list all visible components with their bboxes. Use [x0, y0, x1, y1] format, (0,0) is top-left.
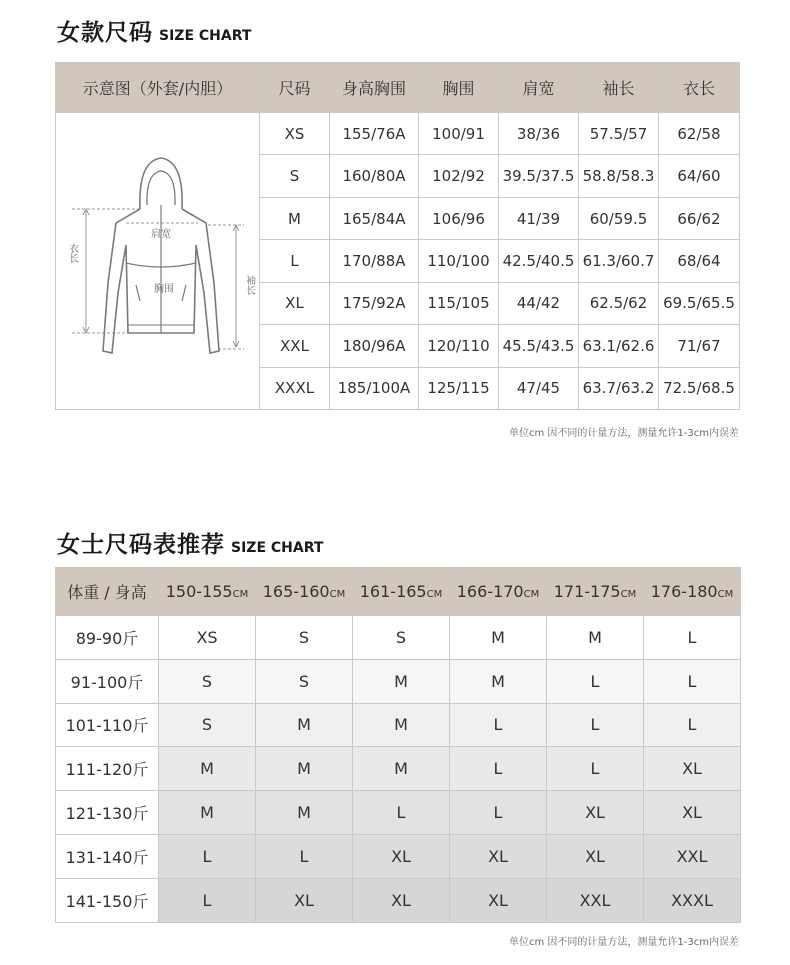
table-row — [56, 834, 741, 878]
size-cell: XL — [353, 878, 450, 922]
table-cell: XS — [260, 113, 330, 155]
table-cell: 175/92A — [330, 282, 419, 324]
table-cell: XXL — [260, 325, 330, 367]
table-row — [56, 113, 740, 155]
table-row — [56, 616, 741, 660]
table-cell: 38/36 — [499, 113, 579, 155]
table-cell: 120/110 — [419, 325, 499, 367]
header-cell: 衣长 — [659, 63, 740, 113]
size-cell: XL — [353, 834, 450, 878]
header-cell: 胸围 — [419, 63, 499, 113]
size-cell: M — [547, 616, 644, 660]
table-cell: 58.8/58.3 — [579, 155, 659, 197]
table-cell: 57.5/57 — [579, 113, 659, 155]
table-cell: 155/76A — [330, 113, 419, 155]
table-cell: 102/92 — [419, 155, 499, 197]
table-cell: M — [260, 197, 330, 239]
recommend-chart-title — [57, 526, 323, 559]
size-cell: L — [256, 834, 353, 878]
size-cell: XL — [450, 834, 547, 878]
table-cell: 39.5/37.5 — [499, 155, 579, 197]
recommend-chart-title-cn: 女士尺码表推荐 — [57, 532, 225, 558]
height-header-cell — [353, 568, 450, 616]
table-cell: L — [260, 240, 330, 282]
size-cell: L — [547, 747, 644, 791]
height-header-cell — [450, 568, 547, 616]
size-cell: XXL — [644, 834, 741, 878]
size-chart-table — [55, 62, 740, 410]
weight-cell: 111-120斤 — [56, 747, 159, 791]
size-cell: M — [353, 659, 450, 703]
size-cell: XS — [159, 616, 256, 660]
table-row — [56, 791, 741, 835]
table-row — [56, 703, 741, 747]
size-cell: M — [256, 703, 353, 747]
table-cell: 68/64 — [659, 240, 740, 282]
measurement-note: 单位cm 因不同的计量方法，测量允许1-3cm内误差 — [509, 428, 739, 439]
weight-cell: 101-110斤 — [56, 703, 159, 747]
recommend-chart-table — [55, 567, 741, 923]
size-cell: L — [450, 747, 547, 791]
size-cell: L — [547, 703, 644, 747]
measurement-note: 单位cm 因不同的计量方法，测量允许1-3cm内误差 — [509, 937, 739, 948]
size-cell: XXXL — [644, 878, 741, 922]
weight-cell: 91-100斤 — [56, 659, 159, 703]
recommend-chart-title-en: SIZE CHART — [231, 540, 324, 556]
table-cell: 60/59.5 — [579, 197, 659, 239]
header-cell: 肩宽 — [499, 63, 579, 113]
size-cell: XL — [547, 791, 644, 835]
size-cell: L — [450, 791, 547, 835]
height-header-cell — [159, 568, 256, 616]
height-unit: CM — [620, 589, 637, 600]
weight-cell: 121-130斤 — [56, 791, 159, 835]
height-unit: CM — [717, 589, 734, 600]
size-chart-title-en: SIZE CHART — [159, 28, 252, 44]
table-cell: XL — [260, 282, 330, 324]
table-cell: 44/42 — [499, 282, 579, 324]
table-cell: 41/39 — [499, 197, 579, 239]
size-cell: M — [353, 703, 450, 747]
size-cell: XL — [644, 747, 741, 791]
size-cell: S — [159, 703, 256, 747]
size-cell: XL — [547, 834, 644, 878]
diagram-label-shoulder: 肩宽 — [150, 229, 171, 240]
size-cell: XXL — [547, 878, 644, 922]
size-cell: XL — [644, 791, 741, 835]
height-unit: CM — [232, 589, 249, 600]
size-cell: L — [547, 659, 644, 703]
size-cell: S — [256, 659, 353, 703]
diagram-label-length: 衣长 — [66, 243, 77, 263]
height-unit: CM — [329, 589, 346, 600]
table-cell: 160/80A — [330, 155, 419, 197]
weight-cell: 89-90斤 — [56, 616, 159, 660]
size-cell: M — [450, 616, 547, 660]
table-row — [56, 659, 741, 703]
table-cell: 62.5/62 — [579, 282, 659, 324]
height-range: 176-180 — [650, 582, 718, 601]
height-unit: CM — [523, 589, 540, 600]
size-chart-title-cn: 女款尺码 — [57, 20, 153, 46]
header-cell: 身高胸围 — [330, 63, 419, 113]
height-range: 150-155 — [165, 582, 233, 601]
size-cell: L — [644, 616, 741, 660]
table-cell: XXXL — [260, 367, 330, 409]
table-cell: 63.1/62.6 — [579, 325, 659, 367]
table-cell: 125/115 — [419, 367, 499, 409]
header-cell: 尺码 — [260, 63, 330, 113]
table-cell: 72.5/68.5 — [659, 367, 740, 409]
size-cell: S — [159, 659, 256, 703]
size-cell: M — [353, 747, 450, 791]
jacket-diagram — [58, 113, 258, 405]
size-chart-title — [57, 14, 251, 47]
header-cell: 示意图（外套/内胆） — [56, 63, 260, 113]
size-chart-header-row — [56, 63, 740, 113]
corner-header-cell: 体重 / 身高 — [56, 568, 159, 616]
table-cell: S — [260, 155, 330, 197]
size-cell: M — [159, 791, 256, 835]
header-cell: 袖长 — [579, 63, 659, 113]
size-cell: M — [159, 747, 256, 791]
size-cell: M — [256, 747, 353, 791]
table-cell: 100/91 — [419, 113, 499, 155]
height-unit: CM — [426, 589, 443, 600]
jacket-diagram-cell — [56, 113, 260, 410]
size-cell: L — [644, 659, 741, 703]
table-cell: 115/105 — [419, 282, 499, 324]
size-cell: L — [159, 834, 256, 878]
height-range: 161-165 — [359, 582, 427, 601]
table-cell: 45.5/43.5 — [499, 325, 579, 367]
table-cell: 71/67 — [659, 325, 740, 367]
height-header-cell — [256, 568, 353, 616]
table-cell: 64/60 — [659, 155, 740, 197]
table-cell: 61.3/60.7 — [579, 240, 659, 282]
table-cell: 106/96 — [419, 197, 499, 239]
height-range: 171-175 — [553, 582, 621, 601]
size-cell: L — [644, 703, 741, 747]
table-cell: 62/58 — [659, 113, 740, 155]
height-range: 165-160 — [262, 582, 330, 601]
size-cell: S — [256, 616, 353, 660]
table-row — [56, 878, 741, 922]
diagram-label-sleeve: 袖长 — [243, 275, 254, 295]
table-cell: 180/96A — [330, 325, 419, 367]
recommend-chart-header-row — [56, 568, 741, 616]
weight-cell: 131-140斤 — [56, 834, 159, 878]
weight-cell: 141-150斤 — [56, 878, 159, 922]
table-row — [56, 747, 741, 791]
table-cell: 165/84A — [330, 197, 419, 239]
size-cell: M — [450, 659, 547, 703]
size-cell: XL — [256, 878, 353, 922]
table-cell: 69.5/65.5 — [659, 282, 740, 324]
size-cell: L — [450, 703, 547, 747]
table-cell: 110/100 — [419, 240, 499, 282]
height-header-cell — [547, 568, 644, 616]
table-cell: 185/100A — [330, 367, 419, 409]
table-cell: 42.5/40.5 — [499, 240, 579, 282]
height-header-cell — [644, 568, 741, 616]
diagram-label-chest: 胸围 — [153, 284, 174, 295]
size-cell: S — [353, 616, 450, 660]
table-cell: 63.7/63.2 — [579, 367, 659, 409]
table-cell: 47/45 — [499, 367, 579, 409]
table-cell: 170/88A — [330, 240, 419, 282]
height-range: 166-170 — [456, 582, 524, 601]
table-cell: 66/62 — [659, 197, 740, 239]
size-cell: L — [159, 878, 256, 922]
size-cell: L — [353, 791, 450, 835]
size-cell: XL — [450, 878, 547, 922]
size-cell: M — [256, 791, 353, 835]
